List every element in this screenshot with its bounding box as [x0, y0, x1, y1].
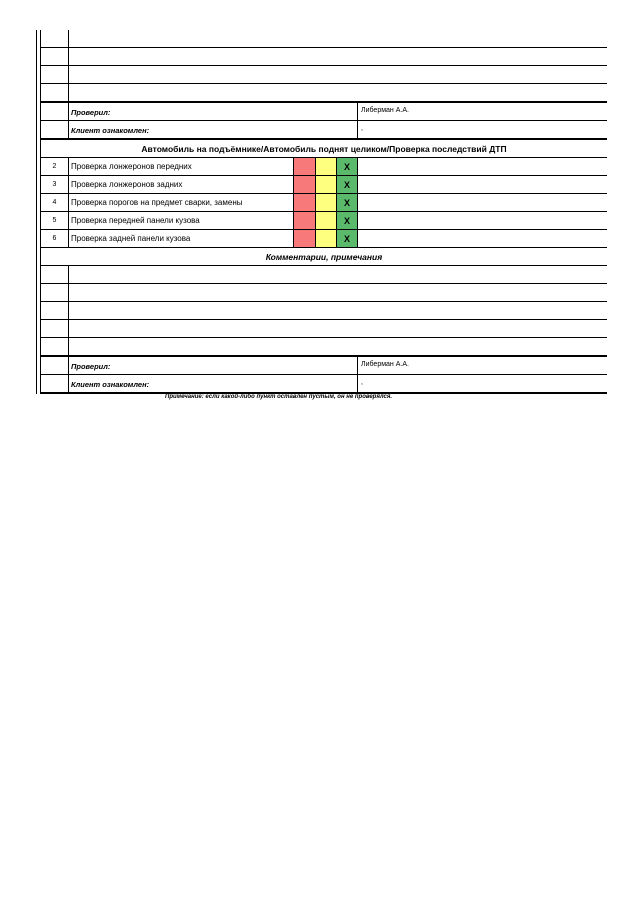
checked-by-label: Проверил: — [71, 362, 111, 371]
status-warn-cell[interactable] — [315, 194, 336, 211]
comment-row[interactable] — [41, 302, 607, 320]
row-number: 2 — [41, 158, 69, 175]
checked-by-label: Проверил: — [71, 108, 111, 117]
check-row — [41, 176, 607, 194]
status-bad-cell[interactable] — [293, 230, 315, 247]
status-ok-cell[interactable]: X — [336, 176, 357, 193]
signoff-checked-row — [41, 103, 607, 121]
footnote: Примечание: если какой-либо пункт оставлен пустым, он не проверялся. — [165, 394, 393, 400]
check-label: Проверка порогов на предмет сварки, замены — [71, 198, 243, 207]
check-label: Проверка лонжеронов задних — [71, 180, 183, 189]
signoff-client-row — [41, 375, 607, 394]
comments-title: Комментарии, примечания — [41, 248, 607, 266]
signoff-client-row — [41, 121, 607, 140]
check-row — [41, 212, 607, 230]
status-warn-cell[interactable] — [315, 212, 336, 229]
status-bad-cell[interactable] — [293, 176, 315, 193]
status-ok-cell[interactable]: X — [336, 194, 357, 211]
status-warn-cell[interactable] — [315, 230, 336, 247]
row-number: 3 — [41, 176, 69, 193]
check-row — [41, 158, 607, 176]
status-ok-cell[interactable]: X — [336, 212, 357, 229]
row-number: 5 — [41, 212, 69, 229]
section-title: Автомобиль на подъёмнике/Автомобиль поднят целиком/Проверка последствий ДТП — [41, 140, 607, 158]
check-row — [41, 230, 607, 248]
status-bad-cell[interactable] — [293, 194, 315, 211]
row-number: 4 — [41, 194, 69, 211]
check-label: Проверка передней панели кузова — [71, 216, 200, 225]
row-number: 6 — [41, 230, 69, 247]
comment-row — [41, 48, 607, 66]
checked-by-value: Либерман А.А. — [357, 103, 409, 120]
comment-row — [41, 66, 607, 84]
check-row — [41, 194, 607, 212]
status-ok-cell[interactable]: X — [336, 158, 357, 175]
client-acknowledged-value: , — [357, 375, 363, 392]
check-label: Проверка задней панели кузова — [71, 234, 191, 243]
status-bad-cell[interactable] — [293, 158, 315, 175]
check-label: Проверка лонжеронов передних — [71, 162, 192, 171]
comment-row[interactable] — [41, 320, 607, 338]
comment-row — [41, 84, 607, 103]
comment-row — [41, 30, 607, 48]
status-ok-cell[interactable]: X — [336, 230, 357, 247]
client-acknowledged-value: , — [357, 121, 363, 138]
comment-row[interactable] — [41, 266, 607, 284]
client-acknowledged-label: Клиент ознакомлен: — [71, 126, 150, 135]
signoff-checked-row — [41, 357, 607, 375]
checked-by-value: Либерман А.А. — [357, 357, 409, 374]
comment-row[interactable] — [41, 284, 607, 302]
status-bad-cell[interactable] — [293, 212, 315, 229]
status-warn-cell[interactable] — [315, 158, 336, 175]
client-acknowledged-label: Клиент ознакомлен: — [71, 380, 150, 389]
comment-row[interactable] — [41, 338, 607, 357]
status-warn-cell[interactable] — [315, 176, 336, 193]
